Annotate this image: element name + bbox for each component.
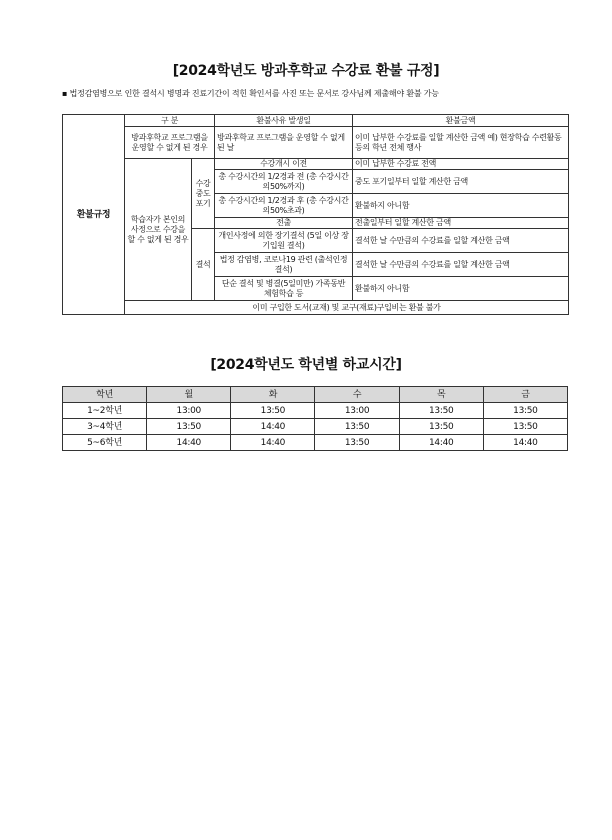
time-cell: 13:00 xyxy=(147,403,231,419)
hours-header: 금 xyxy=(483,387,567,403)
grade-cell: 3~4학년 xyxy=(63,419,147,435)
time-cell: 14:40 xyxy=(231,419,315,435)
grade-cell: 1~2학년 xyxy=(63,403,147,419)
time-cell: 13:50 xyxy=(483,419,567,435)
table-row xyxy=(63,419,568,435)
time-cell: 13:50 xyxy=(315,419,399,435)
personal-category: 학습자가 본인의 사정으로 수강을 할 수 없게 된 경우 xyxy=(125,159,192,301)
amount-cell: 결석한 날 수만큼의 수강료를 일할 계산한 금액 xyxy=(353,229,569,253)
reason-cell: 전출 xyxy=(215,218,353,229)
hours-header: 수 xyxy=(315,387,399,403)
time-cell: 13:00 xyxy=(315,403,399,419)
amount-cell: 결석한 날 수만큼의 수강료를 일할 계산한 금액 xyxy=(353,253,569,277)
time-cell: 13:50 xyxy=(231,403,315,419)
table-row xyxy=(63,403,568,419)
reason-cell: 단순 결석 및 병결(5일미만) 가족동반 체험학습 등 xyxy=(215,277,353,301)
hours-header: 월 xyxy=(147,387,231,403)
time-cell: 14:40 xyxy=(147,435,231,451)
refund-table xyxy=(62,114,569,315)
table-row xyxy=(63,435,568,451)
hours-table xyxy=(62,386,568,451)
refund-note: ▪ 법정감염병으로 인한 결석시 병명과 진료기간이 적힌 확인서를 사진 또는 문서로 강사님께 제출해야 환불 가능 xyxy=(62,89,439,98)
cannot-run-amount: 이미 납부한 수강료를 일할 계산한 금액 예) 현장학습 수련활동 등의 학년 전체 행사 xyxy=(353,127,569,159)
hours-title: [2024학년도 학년별 하교시간] xyxy=(210,357,402,373)
col-reason: 환불사유 발생일 xyxy=(215,115,353,127)
amount-cell: 환불하지 아니함 xyxy=(353,277,569,301)
refund-footer: 이미 구입한 도서(교재) 및 교구(재료)구입비는 환불 불가 xyxy=(125,301,569,315)
hours-header: 학년 xyxy=(63,387,147,403)
hours-header: 화 xyxy=(231,387,315,403)
refund-row-header: 환불규정 xyxy=(63,115,125,315)
hours-header-row xyxy=(63,387,568,403)
amount-cell: 환불하지 아니함 xyxy=(353,194,569,218)
refund-title: [2024학년도 방과후학교 수강료 환불 규정] xyxy=(172,63,440,79)
withdraw-label: 수강 중도 포기 xyxy=(192,159,215,229)
time-cell: 14:40 xyxy=(399,435,483,451)
time-cell: 13:50 xyxy=(483,403,567,419)
grade-cell: 5~6학년 xyxy=(63,435,147,451)
time-cell: 13:50 xyxy=(147,419,231,435)
absence-label: 결석 xyxy=(192,229,215,301)
amount-cell: 중도 포기일부터 일할 계산한 금액 xyxy=(353,170,569,194)
reason-cell: 총 수강시간의 1/2경과 전 (총 수강시간의50%까지) xyxy=(215,170,353,194)
amount-cell: 이미 납부한 수강료 전액 xyxy=(353,159,569,170)
time-cell: 13:50 xyxy=(315,435,399,451)
time-cell: 14:40 xyxy=(231,435,315,451)
reason-cell: 총 수강시간의 1/2경과 후 (총 수강시간의50%초과) xyxy=(215,194,353,218)
col-category: 구 분 xyxy=(125,115,215,127)
reason-cell: 수강개시 이전 xyxy=(215,159,353,170)
cannot-run-reason: 방과후학교 프로그램을 운영할 수 없게 된 날 xyxy=(215,127,353,159)
reason-cell: 개인사정에 의한 장기결석 (5일 이상 장기입원 결석) xyxy=(215,229,353,253)
time-cell: 13:50 xyxy=(399,403,483,419)
amount-cell: 전출일부터 일할 계산한 금액 xyxy=(353,218,569,229)
reason-cell: 법정 감염병, 코로나19 관련 (출석인정결석) xyxy=(215,253,353,277)
col-amount: 환불금액 xyxy=(353,115,569,127)
time-cell: 14:40 xyxy=(483,435,567,451)
hours-header: 목 xyxy=(399,387,483,403)
cannot-run-category: 방과후학교 프로그램을 운영할 수 없게 된 경우 xyxy=(125,127,215,159)
time-cell: 13:50 xyxy=(399,419,483,435)
